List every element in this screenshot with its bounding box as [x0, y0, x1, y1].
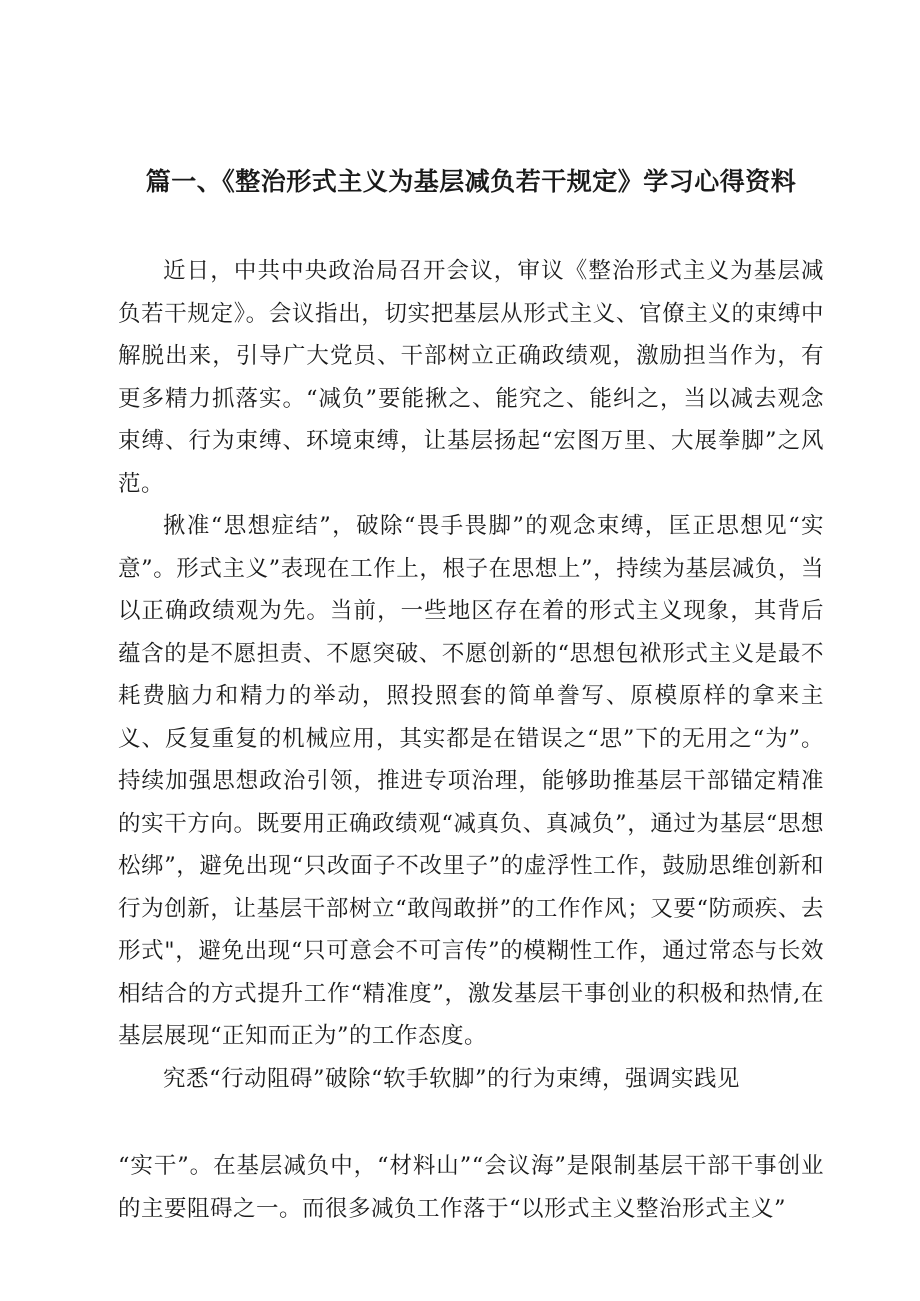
- document-title: 篇一、《整治形式主义为基层减负若干规定》学习心得资料: [145, 167, 797, 196]
- paragraph-thought-bond: 揪准“思想症结”，破除“畏手畏脚”的观念束缚，匡正思想见“实意”。形式主义”表现在工作上，根子在思想上”，持续为基层减负，当以正确政绩观为先。当前，一些地区存在着的形式主义现象，其背后蕴含的是不愿担责、不愿突破、不愿创新的“思想包袱形式主义是最不耗费脑力和精力的举动，照投照套的简单誊写、原模原样的拿来主义、反复重复的机械应用，其实都是在错误之“思”下的无用之“为”。持续加强思想政治引领，推进专项治理，能够助推基层干部锚定精准的实干方向。既要用正确政绩观“减真负、真减负”，通过为基层“思想松绑”，避免出现“只改面子不改里子”的虚浮性工作，鼓励思维创新和行为创新，让基层干部树立“敢闯敢拼”的工作作风；又要“防顽疾、去形式"，避免出现“只可意会不可言传”的模糊性工作，通过常态与长效相结合的方式提升工作“精准度”，激发基层干事创业的积极和热情,在基层展现“正知而正为”的工作态度。: [118, 513, 824, 1049]
- document-body: [118, 250, 824, 1230]
- paragraph-intro: 近日，中共中央政治局召开会议，审议《整治形式主义为基层减负若干规定》。会议指出，切实把基层从形式主义、官僚主义的束缚中解脱出来，引导广大党员、干部树立正确政绩观，激励担当作为，有更多精力抓落实。“减负”要能揪之、能究之、能纠之，当以减去观念束缚、行为束缚、环境束缚，让基层扬起“宏图万里、大展拳脚”之风范。: [118, 258, 824, 497]
- paragraph-action-bond-continued: “实干”。在基层减负中，“材料山”“会议海”是限制基层干部干事创业的主要阻碍之一。而很多减负工作落于“以形式主义整治形式主义”: [118, 1153, 824, 1222]
- paragraph-action-bond-start: 究悉“行动阻碍”破除“软手软脚”的行为束缚，强调实践见: [163, 1065, 741, 1092]
- page-break-gap: [118, 1100, 824, 1145]
